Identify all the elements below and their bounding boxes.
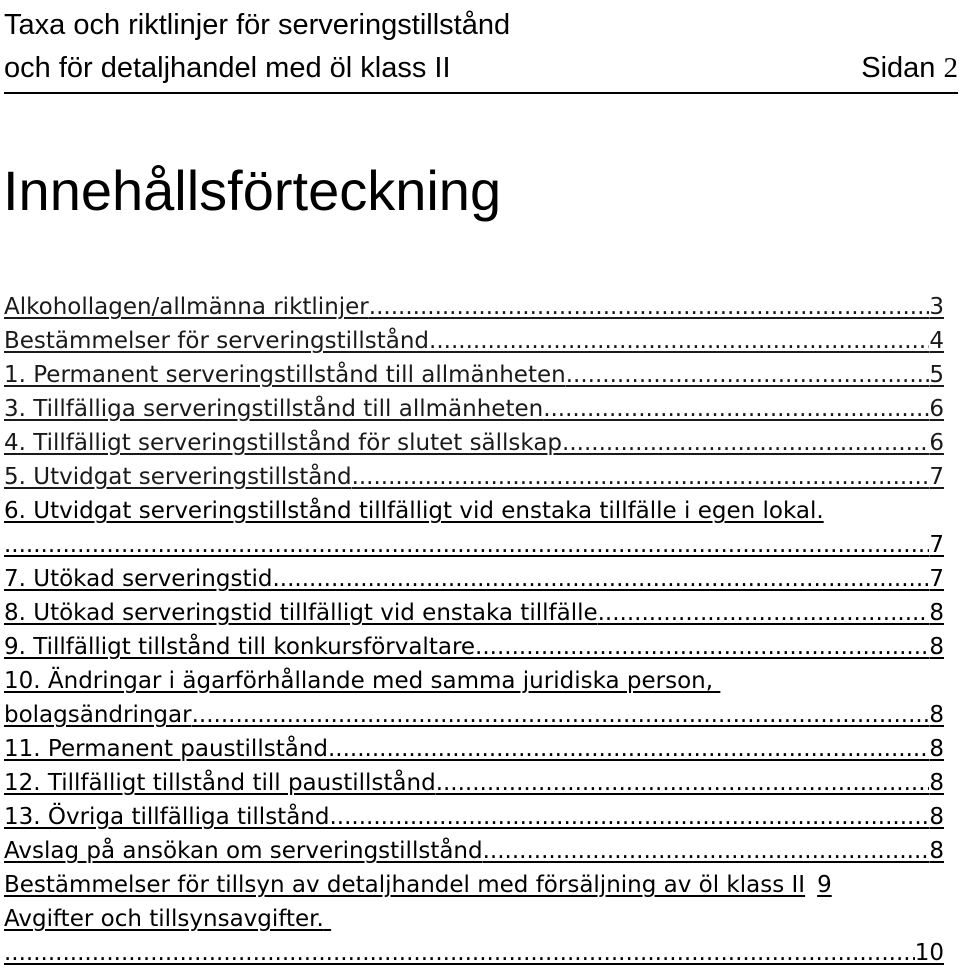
toc-item: [4, 596, 944, 630]
dot-leader: [566, 358, 930, 392]
toc-link-section-7[interactable]: [4, 562, 944, 596]
toc-entry-title: 9. Tillfälligt tillstånd till konkursförvaltare: [4, 634, 476, 660]
dot-leader: [483, 834, 930, 868]
toc-entry-title: 7. Utökad serveringstid: [4, 566, 273, 592]
dot-leader: [429, 324, 929, 358]
toc-entry-page: 7: [929, 532, 944, 558]
toc-entry-page: 8: [929, 634, 944, 660]
toc-item: [4, 800, 944, 834]
toc-entry-page: 5: [929, 362, 944, 388]
toc-entry-title-trailing-space: [324, 902, 331, 936]
toc-entry-line: [4, 528, 944, 562]
document-title: Innehållsförteckning: [3, 159, 502, 222]
toc-item: [4, 426, 944, 460]
toc-link-section-12[interactable]: [4, 766, 944, 800]
toc-entry-line: [4, 494, 944, 528]
toc-link-section-3[interactable]: [4, 392, 944, 426]
toc-entry-title: Avslag på ansökan om serveringstillstånd: [4, 838, 483, 864]
toc-entry-page: 8: [929, 702, 944, 728]
toc-link-section-8[interactable]: [4, 596, 944, 630]
toc-entry-page: 6: [929, 396, 944, 422]
toc-link-alkohollagen[interactable]: [4, 290, 944, 324]
toc-entry-title-continued: bolagsändringar: [4, 702, 192, 728]
toc-item: [4, 324, 944, 358]
dot-leader: [475, 630, 929, 664]
dot-leader: [543, 392, 929, 426]
dot-leader: [369, 290, 930, 324]
toc-link-section-4[interactable]: [4, 426, 944, 460]
dot-leader: [192, 698, 930, 732]
header-title-row: [4, 47, 958, 94]
toc-item: [4, 664, 944, 732]
toc-link-avslag[interactable]: [4, 834, 944, 868]
dot-leader: [4, 528, 929, 562]
toc-entry-title: 5. Utvidgat serveringstillstånd: [4, 464, 352, 490]
toc-item: [4, 494, 944, 562]
toc-entry-title: Avgifter och tillsynsavgifter.: [4, 906, 324, 932]
toc-entry-title: 8. Utökad serveringstid tillfälligt vid enstaka tillfälle: [4, 600, 598, 626]
table-of-contents: [4, 290, 944, 970]
toc-entry-title: 10. Ändringar i ägarförhållande med samma juridiska person,: [4, 668, 714, 694]
header-title-line-2: och för detaljhandel med öl klass II: [4, 52, 451, 84]
page-indicator: [861, 47, 958, 90]
toc-item: [4, 290, 944, 324]
toc-link-section-5[interactable]: [4, 460, 944, 494]
page-label: Sidan: [861, 52, 936, 84]
toc-entry-title: 4. Tillfälligt serveringstillstånd för slutet sällskap: [4, 430, 563, 456]
toc-entry-title: 3. Tillfälliga serveringstillstånd till allmänheten: [4, 396, 544, 422]
toc-link-section-13[interactable]: [4, 800, 944, 834]
header-title-line-1: Taxa och riktlinjer för serveringstillstånd: [4, 9, 511, 41]
toc-entry-title: 13. Övriga tillfälliga tillstånd: [4, 804, 330, 830]
toc-entry-page: 3: [929, 294, 944, 320]
toc-item: [4, 562, 944, 596]
toc-link-section-6[interactable]: [4, 494, 944, 562]
dot-leader: [562, 426, 929, 460]
toc-entry-page: 8: [929, 804, 944, 830]
toc-item: [4, 766, 944, 800]
toc-item: [4, 868, 944, 902]
toc-link-tillsyn-ol-klass-2[interactable]: [4, 868, 944, 902]
toc-entry-page: 6: [929, 430, 944, 456]
toc-entry-title-trailing-space: [713, 664, 720, 698]
toc-link-section-10[interactable]: [4, 664, 944, 732]
toc-item: [4, 460, 944, 494]
dot-leader: [329, 800, 929, 834]
dot-leader: [352, 460, 930, 494]
toc-entry-page: 4: [929, 328, 944, 354]
toc-entry-page: 8: [929, 736, 944, 762]
toc-entry-title: 11. Permanent paustillstånd: [4, 736, 328, 762]
toc-item: [4, 902, 944, 970]
toc-item: [4, 358, 944, 392]
dot-leader: [272, 562, 929, 596]
toc-entry-title: Alkohollagen/allmänna riktlinjer: [4, 294, 369, 320]
toc-link-bestammelser-servering[interactable]: [4, 324, 944, 358]
toc-item: [4, 630, 944, 664]
toc-link-avgifter[interactable]: [4, 902, 944, 970]
toc-link-section-1[interactable]: [4, 358, 944, 392]
dot-leader: [436, 766, 930, 800]
toc-entry-line: [4, 664, 944, 698]
toc-entry-page: 8: [929, 770, 944, 796]
toc-entry-page: 10: [914, 940, 944, 966]
toc-entry-title: Bestämmelser för serveringstillstånd: [4, 328, 430, 354]
toc-entry-title: 12. Tillfälligt tillstånd till paustillstånd: [4, 770, 436, 796]
toc-entry-line: [4, 902, 944, 936]
toc-entry-title: 1. Permanent serveringstillstånd till allmänheten: [4, 362, 566, 388]
toc-item: [4, 834, 944, 868]
toc-item: [4, 392, 944, 426]
toc-entry-page: 7: [929, 464, 944, 490]
toc-link-section-11[interactable]: [4, 732, 944, 766]
toc-item: [4, 732, 944, 766]
toc-entry-page: 9: [817, 872, 832, 898]
page-number: 2: [943, 52, 958, 84]
dot-leader: [598, 596, 930, 630]
toc-entry-title: 6. Utvidgat serveringstillstånd tillfälligt vid enstaka tillfälle i egen lokal.: [4, 498, 824, 524]
toc-entry-title: Bestämmelser för tillsyn av detaljhandel med försäljning av öl klass II: [4, 872, 806, 898]
page-header: [4, 4, 958, 94]
dot-leader: [328, 732, 929, 766]
toc-entry-page: 7: [929, 566, 944, 592]
toc-entry-page: 8: [929, 838, 944, 864]
toc-entry-page: 8: [929, 600, 944, 626]
toc-entry-line: [4, 698, 944, 732]
toc-link-section-9[interactable]: [4, 630, 944, 664]
